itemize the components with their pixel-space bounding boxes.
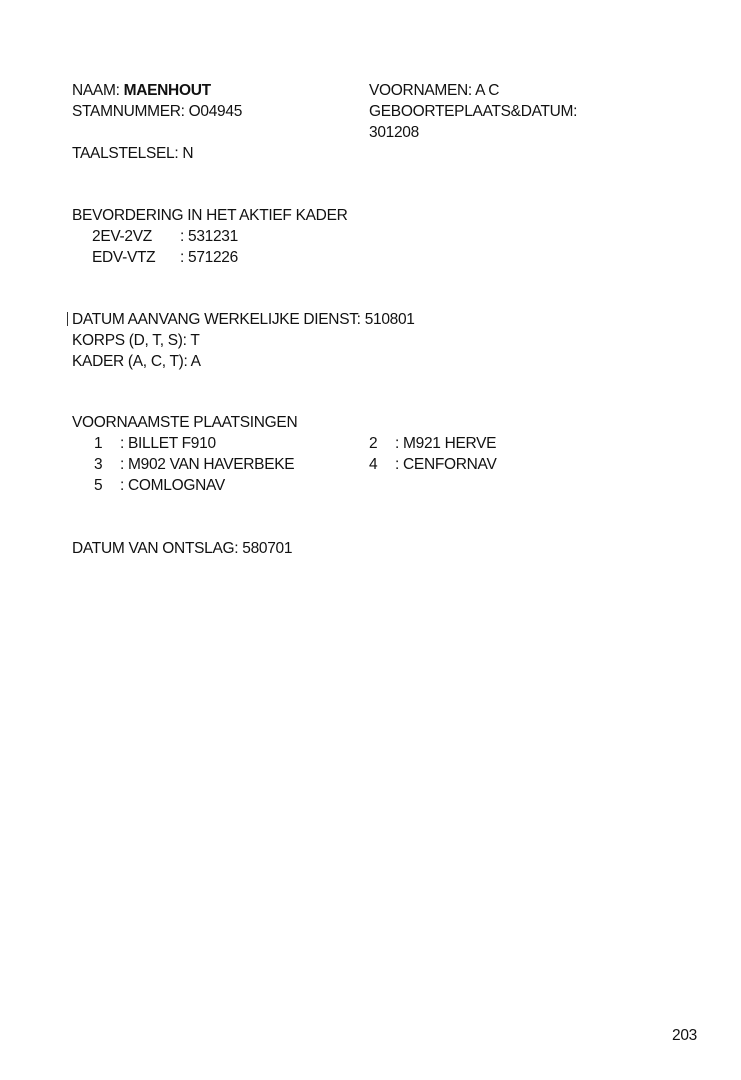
- firstnames: VOORNAMEN: A C: [369, 82, 500, 99]
- posting-text: : COMLOGNAV: [120, 477, 225, 494]
- posting-item: [369, 433, 496, 454]
- page-number: 203: [672, 1027, 697, 1044]
- posting-number: 4: [369, 456, 378, 473]
- posting-item: [94, 475, 225, 496]
- promotion-rank: 2EV-2VZ: [92, 228, 152, 245]
- posting-item: [369, 454, 496, 475]
- posting-item: [94, 454, 294, 475]
- margin-mark: [67, 312, 68, 326]
- posting-number: 1: [94, 435, 103, 452]
- discharge-date: DATUM VAN ONTSLAG: 580701: [72, 540, 293, 557]
- promotion-date: : 531231: [180, 228, 238, 245]
- posting-text: : M902 VAN HAVERBEKE: [120, 456, 295, 473]
- posting-item: [94, 433, 216, 454]
- service-korps: KORPS (D, T, S): T: [72, 332, 200, 349]
- service-start: DATUM AANVANG WERKELIJKE DIENST: 510801: [72, 311, 415, 328]
- birth-value: 301208: [369, 124, 419, 141]
- name-value: MAENHOUT: [123, 82, 211, 99]
- posting-number: 2: [369, 435, 378, 452]
- taalstelsel: TAALSTELSEL: N: [72, 145, 194, 162]
- stamnummer: STAMNUMMER: O04945: [72, 103, 243, 120]
- promotion-date: : 571226: [180, 249, 238, 266]
- posting-text: : BILLET F910: [120, 435, 216, 452]
- posting-number: 3: [94, 456, 103, 473]
- posting-text: : M921 HERVE: [395, 435, 497, 452]
- posting-text: : CENFORNAV: [395, 456, 497, 473]
- postings-heading: VOORNAAMSTE PLAATSINGEN: [72, 414, 298, 431]
- name-line: [72, 80, 211, 101]
- birth-label: GEBOORTEPLAATS&DATUM:: [369, 103, 578, 120]
- promotion-heading: BEVORDERING IN HET AKTIEF KADER: [72, 207, 348, 224]
- service-kader: KADER (A, C, T): A: [72, 353, 201, 370]
- posting-number: 5: [94, 477, 103, 494]
- name-label: NAAM:: [72, 82, 120, 99]
- promotion-rank: EDV-VTZ: [92, 249, 156, 266]
